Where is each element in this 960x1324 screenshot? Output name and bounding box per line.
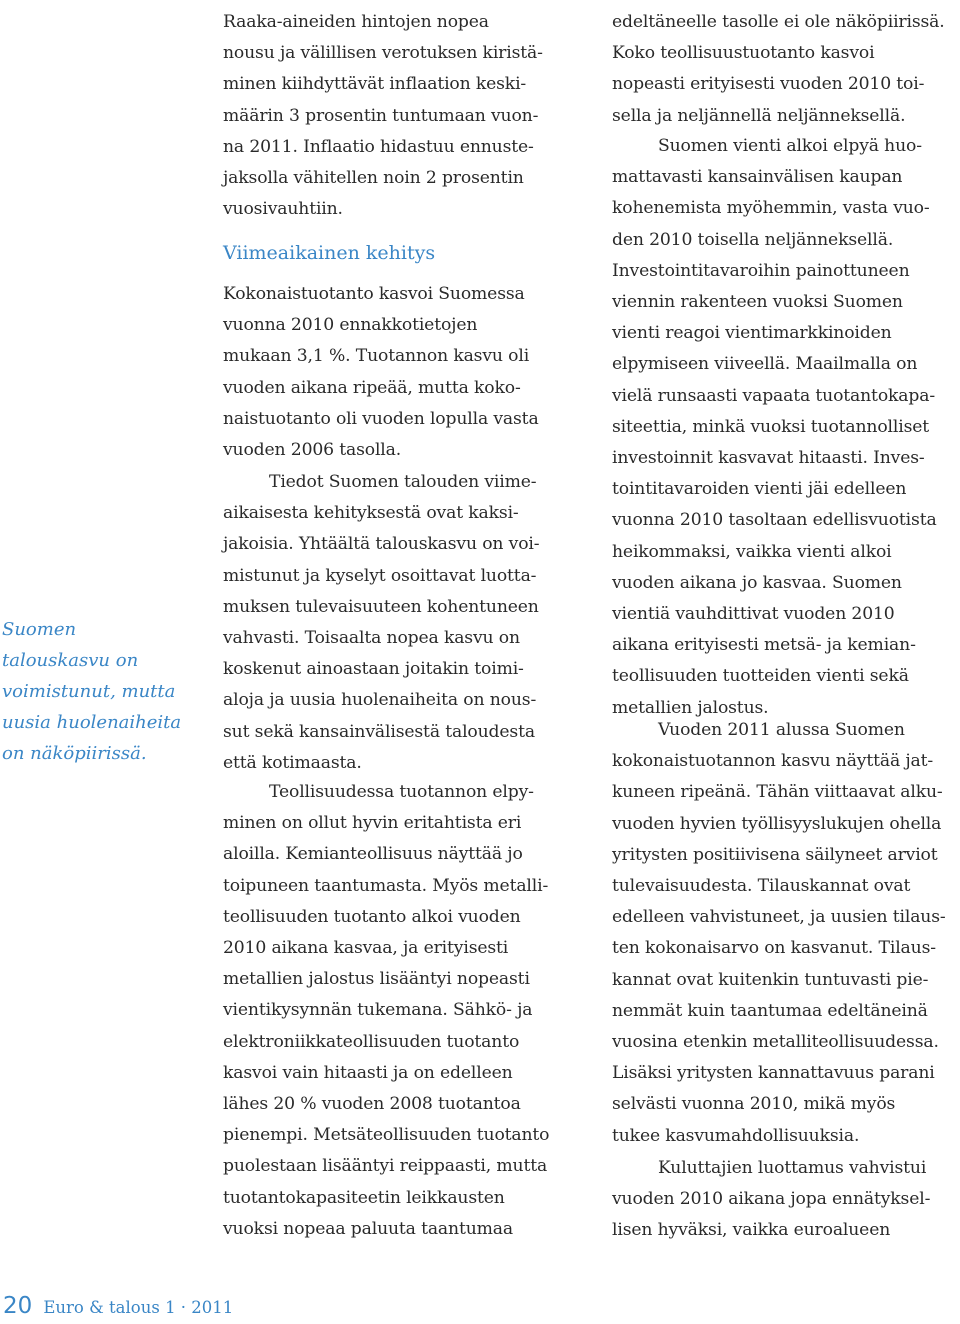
pull-quote-line: voimistunut, mutta <box>2 681 176 702</box>
body-text-line: ten kokonaisarvo on kasvanut. Tilaus- <box>612 938 936 959</box>
body-text-line: vuonna 2010 tasoltaan edellisvuotista <box>612 510 937 531</box>
body-text-line: Kokonaistuotanto kasvoi Suomessa <box>223 284 525 304</box>
body-text-line: den 2010 toisella neljänneksellä. <box>612 229 894 250</box>
pull-quote-line: Suomen <box>2 619 77 640</box>
body-text-line: minen on ollut hyvin eritahtista eri <box>223 813 522 834</box>
body-text-line: koskenut ainoastaan joitakin toimi- <box>223 659 524 680</box>
body-text-line: minen kiihdyttävät inflaation keski- <box>223 74 527 95</box>
body-text-line: teollisuuden tuotanto alkoi vuoden <box>223 906 521 927</box>
body-text-line: kohenemista myöhemmin, vasta vuo- <box>612 198 930 219</box>
body-text-line: Raaka-aineiden hintojen nopea <box>223 12 489 32</box>
body-text-line: Investointitavaroihin painottuneen <box>612 260 910 281</box>
body-text-line: jaksolla vähitellen noin 2 prosentin <box>223 168 524 188</box>
body-text-line: edeltäneelle tasolle ei ole näköpiirissä. <box>612 12 945 32</box>
publication-name: Euro & talous 1 · 2011 <box>43 1298 234 1317</box>
body-text-line: aloja ja uusia huolenaiheita on nous- <box>223 690 537 711</box>
body-text-line: nousu ja välillisen verotuksen kiristä- <box>223 43 543 64</box>
body-text-line: nemmät kuin taantumaa edeltäneinä <box>612 1000 928 1021</box>
body-text-line: tuotantokapasiteetin leikkausten <box>223 1187 505 1208</box>
body-text-line: Lisäksi yritysten kannattavuus parani <box>612 1063 935 1084</box>
body-text-line: na 2011. Inflaatio hidastuu ennuste- <box>223 136 534 157</box>
body-text-line: yritysten positiivisena säilyneet arviot <box>612 844 938 865</box>
body-text-line: vahvasti. Toisaalta nopea kasvu on <box>223 628 520 648</box>
body-text-line: edelleen vahvistuneet, ja uusien tilaus- <box>612 907 946 928</box>
body-text-line: vuosina etenkin metalliteollisuudessa. <box>612 1032 939 1052</box>
body-text-line: tulevaisuudesta. Tilauskannat ovat <box>612 876 911 896</box>
body-text-line: vuosivauhtiin. <box>223 199 343 220</box>
section-heading: Viimeaikainen kehitys <box>223 242 436 264</box>
body-text-line: investoinnit kasvavat hitaasti. Inves- <box>612 448 925 468</box>
body-text-line: vienti reagoi vientimarkkinoiden <box>612 323 892 344</box>
body-text-line: että kotimaasta. <box>223 752 362 773</box>
body-text-line: mattavasti kansainvälisen kaupan <box>612 167 903 188</box>
body-text-line: nopeasti erityisesti vuoden 2010 toi- <box>612 74 925 95</box>
page-number: 20 <box>3 1293 33 1319</box>
body-text-line: vuoden aikana ripeää, mutta koko- <box>223 377 521 398</box>
pull-quote-line: on näköpiirissä. <box>2 743 147 764</box>
body-text-line: Kuluttajien luottamus vahvistui <box>658 1158 927 1178</box>
pull-quote-line: talouskasvu on <box>2 650 139 671</box>
body-text-line: tukee kasvumahdollisuuksia. <box>612 1125 860 1146</box>
body-text-line: määrin 3 prosentin tuntumaan vuon- <box>223 105 539 126</box>
body-text-line: siteettia, minkä vuoksi tuotannolliset <box>612 416 930 437</box>
body-text-line: vuoden hyvien työllisyyslukujen ohella <box>612 813 942 834</box>
body-text-line: vuoden 2006 tasolla. <box>223 440 402 460</box>
page-footer <box>3 1293 233 1319</box>
body-text-line: heikommaksi, vaikka vienti alkoi <box>612 541 892 562</box>
body-text-line: pienempi. Metsäteollisuuden tuotanto <box>223 1125 550 1146</box>
body-text-line: Koko teollisuustuotanto kasvoi <box>612 43 875 64</box>
body-text-line: sella ja neljännellä neljänneksellä. <box>612 105 906 126</box>
body-text-line: vientiä vauhdittivat vuoden 2010 <box>612 604 895 624</box>
body-text-line: jakoisia. Yhtäältä talouskasvu on voi- <box>223 534 540 555</box>
body-text-line: vientikysynnän tukemana. Sähkö- ja <box>223 1000 533 1021</box>
body-text-line: vuoksi nopeaa paluuta taantumaa <box>223 1218 513 1239</box>
body-text-line: metallien jalostus lisääntyi nopeasti <box>223 969 530 990</box>
body-text-line: aikaisesta kehityksestä ovat kaksi- <box>223 503 519 524</box>
body-text-line: Teollisuudessa tuotannon elpy- <box>269 782 534 802</box>
body-text-line: kokonaistuotannon kasvu näyttää jat- <box>612 751 934 772</box>
body-text-line: Vuoden 2011 alussa Suomen <box>658 720 905 740</box>
body-text-line: naistuotanto oli vuoden lopulla vasta <box>223 408 539 429</box>
body-text-line: teollisuuden tuotteiden vienti sekä <box>612 666 909 687</box>
body-text-line: tointitavaroiden vienti jäi edelleen <box>612 479 907 500</box>
body-text-line: aloilla. Kemianteollisuus näyttää jo <box>223 844 523 865</box>
body-text-line: mukaan 3,1 %. Tuotannon kasvu oli <box>223 346 530 367</box>
body-text-line: elpymiseen viiveellä. Maailmalla on <box>612 354 918 375</box>
body-text-line: puolestaan lisääntyi reippaasti, mutta <box>223 1156 548 1177</box>
body-text-line: 2010 aikana kasvaa, ja erityisesti <box>223 938 509 958</box>
body-text-line: aikana erityisesti metsä- ja kemian- <box>612 635 916 656</box>
body-text-line: toipuneen taantumasta. Myös metalli- <box>223 875 549 896</box>
body-text-line: Tiedot Suomen talouden viime- <box>269 472 537 492</box>
body-text-line: vuonna 2010 ennakkotietojen <box>223 315 478 336</box>
body-text-line: selvästi vuonna 2010, mikä myös <box>612 1094 896 1115</box>
body-text-line: muksen tulevaisuuteen kohentuneen <box>223 596 539 617</box>
body-text-line: vuoden aikana jo kasvaa. Suomen <box>612 572 902 593</box>
body-text-line: elektroniikkateollisuuden tuotanto <box>223 1031 520 1052</box>
body-text-line: viennin rakenteen vuoksi Suomen <box>612 292 903 312</box>
body-text-line: vielä runsaasti vapaata tuotantokapa- <box>612 385 935 406</box>
body-text-line: vuoden 2010 aikana jopa ennätyksel- <box>612 1189 931 1210</box>
body-text-line: lisen hyväksi, vaikka euroalueen <box>612 1220 891 1241</box>
body-text-line: kasvoi vain hitaasti ja on edelleen <box>223 1062 513 1083</box>
body-text-line: lähes 20 % vuoden 2008 tuotantoa <box>223 1094 521 1114</box>
pull-quote-line: uusia huolenaiheita <box>2 712 182 733</box>
body-text-line: kuneen ripeänä. Tähän viittaavat alku- <box>612 782 943 803</box>
body-text-line: sut sekä kansainvälisestä taloudesta <box>223 721 535 742</box>
pull-quote <box>2 614 187 769</box>
body-text-line: kannat ovat kuitenkin tuntuvasti pie- <box>612 969 929 990</box>
body-text-line: mistunut ja kyselyt osoittavat luotta- <box>223 565 537 586</box>
body-text-line: Suomen vienti alkoi elpyä huo- <box>658 136 922 156</box>
body-text-line: metallien jalostus. <box>612 697 769 718</box>
